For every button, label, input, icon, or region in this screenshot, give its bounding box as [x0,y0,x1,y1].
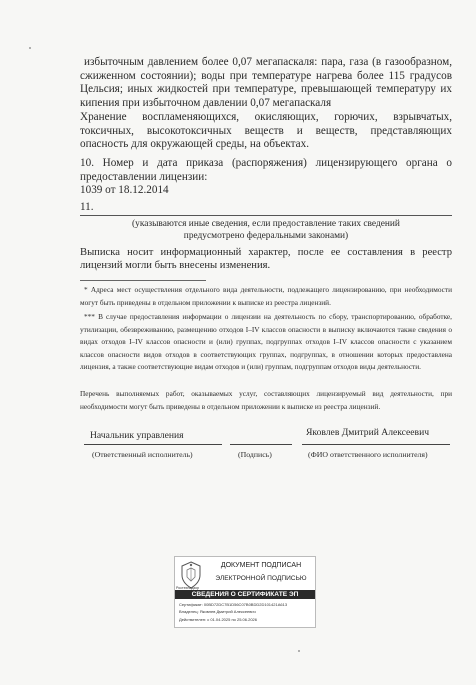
scan-speck [29,47,31,49]
fio-line [302,444,450,445]
stamp-heading-1: ДОКУМЕНТ ПОДПИСАН [220,562,302,569]
footnote-2: *** В случае предоставления информации о лицензии на деятельность по сбору, транспортированию, обработке, утилизации, обезвреживанию, размещению отходов I–IV классов опасности в выписку включаются также сведения о видах отходов I–IV классов опасности и (или) группах, подгруппах отходов I–IV классов опасности с указанием классов опасности видов отходов в соответствующих группах, подгруппах, в отношении которых предоставлена лицензия, а также соответствующие видам отходов и (или) группам, подгруппам отходов виды деятельности. [80,312,452,372]
item-10-label: 10. Номер и дата приказа (распоряжения) лицензирующего органа о предоставлении лицензии: [80,157,452,183]
signatory-name: Яковлев Дмитрий Алексеевич [306,427,430,438]
item-11-label: 11. [80,201,94,213]
fio-caption: (ФИО ответственного исполнителя) [308,450,428,459]
item-11-caption-wrap [80,218,452,242]
body-paragraph-2: Хранение воспламеняющихся, окисляющих, горючих, взрывчатых, токсичных, высокотоксичных веществ и веществ, представляющих опасность для окружающей среды, на объектах. [80,111,452,151]
item-11-caption: (указываются иные сведения, если предоставление таких сведений предусмотрено федеральными законами) [132,219,400,241]
footnote-1: * Адреса мест осуществления отдельного вида деятельности, подлежащего лицензированию, при необходимости могут быть приведены в отдельном приложении к выписке из реестра лицензий. [80,285,452,307]
stamp-validity: Действителен: с 01.04.2025 по 25.06.2026 [179,617,257,622]
item-10 [80,157,452,198]
stamp-certificate-bar: СВЕДЕНИЯ О СЕРТИФИКАТЕ ЭП [175,590,315,599]
scan-speck [298,650,300,652]
footnote-separator [80,280,206,281]
signatory-position: Начальник управления [90,430,184,441]
stamp-cert-number: Сертификат: 00BD72DC7B1D56C07B0BDD2D101421A613 [179,602,288,607]
disclaimer: Выписка носит информационный характер, после ее составления в реестр лицензий могли быть внесены изменения. [80,247,452,272]
item-11 [80,201,452,215]
item-11-underline [80,215,452,216]
sign-caption: (Подпись) [238,450,272,459]
stamp-owner: Владелец: Яковлев Дмитрий Алексеевич [179,609,256,614]
body-paragraph-1: избыточным давлением более 0,07 мегапаскаля: пара, газа (в газообразном, сжиженном состоянии); воды при температуре нагрева более 115 градусов Цельсия; иных жидкостей при температуре, превышающей температуру их кипения при избыточном давлении 0,07 мегапаскаля [80,56,452,109]
stamp-heading-2: ЭЛЕКТРОННОЙ ПОДПИСЬЮ [215,575,307,582]
e-signature-stamp [174,556,316,628]
sign-line [230,444,292,445]
item-10-value: 1039 от 18.12.2014 [80,184,169,197]
stamp-logo-text: Ростехнадзор [176,586,200,590]
footnote-3: Перечень выполняемых работ, оказываемых услуг, составляющих лицензируемый вид деятельности, при необходимости могут быть приведены в отдельном приложении к выписке из реестра лицензий. [80,389,452,411]
executor-line [84,444,222,445]
executor-caption: (Ответственный исполнитель) [92,450,193,459]
